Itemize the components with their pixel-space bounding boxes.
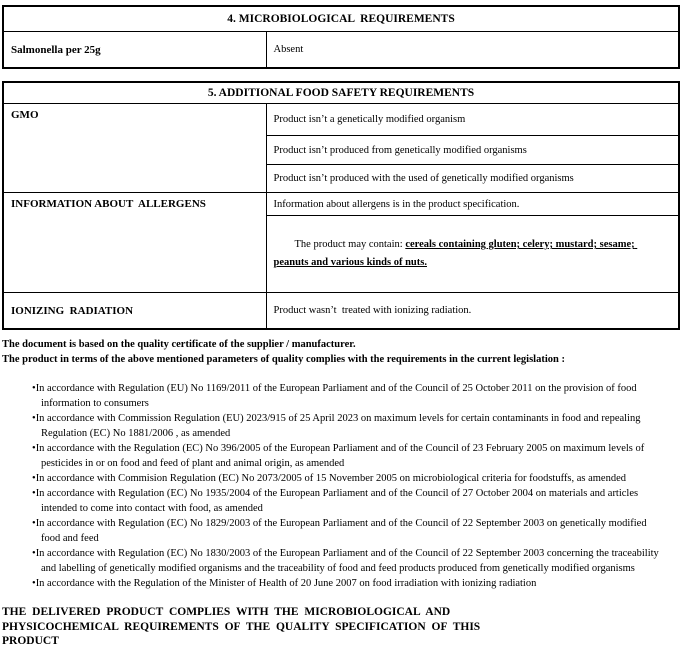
gmo-value-3: Product isn’t produced with the used of genetically modified organisms	[266, 165, 679, 193]
allergens-spec-value: Information about allergens is in the product specification.	[266, 193, 679, 216]
regulations-list	[2, 381, 680, 591]
ionizing-radiation-label: IONIZING RADIATION	[3, 293, 266, 330]
allergens-contain-prefix: The product may contain:	[294, 239, 406, 250]
microbiological-requirements-table	[2, 5, 680, 69]
regulation-bullet: • In accordance with the Regulation of the Minister of Health of 20 June 2007 on food irradiation with ionizing radiation	[41, 576, 662, 591]
ionizing-radiation-value: Product wasn’t treated with ionizing radiation.	[266, 293, 679, 330]
regulation-bullet: • In accordance with Regulation (EC) No 1830/2003 of the European Parliament and of the Council of 22 September 2003 concerning the traceability and labelling of genetically modified organisms and the traceability of food and feed products produced from genetically modified organisms	[41, 546, 662, 576]
note-line-1: The document is based on the quality certificate of the supplier / manufacturer.	[2, 339, 356, 350]
gmo-value-2: Product isn’t produced from genetically modified organisms	[266, 136, 679, 165]
salmonella-label: Salmonella per 25g	[3, 32, 266, 69]
food-safety-requirements-table	[2, 81, 680, 330]
compliance-statement: THE DELIVERED PRODUCT COMPLIES WITH THE MICROBIOLOGICAL AND PHYSICOCHEMICAL REQUIREMENTS OF THE QUALITY SPECIFICATION OF THIS PRODUCT	[2, 606, 481, 647]
note-line-2: The product in terms of the above mentioned parameters of quality complies with the requirements in the current legislation :	[2, 354, 565, 365]
regulation-bullet: • In accordance with the Regulation (EC) No 396/2005 of the European Parliament and of the Council of 23 February 2005 on maximum levels of pesticides in or on food and feed of plant and animal origin, as amended	[41, 441, 662, 471]
food-safety-requirements-title: 5. ADDITIONAL FOOD SAFETY REQUIREMENTS	[3, 82, 679, 104]
regulation-bullet: • In accordance with Regulation (EC) No 1935/2004 of the European Parliament and of the Council of 27 October 2004 on materials and articles intended to come into contact with food, as amended	[41, 486, 662, 516]
basis-notes	[2, 337, 680, 367]
microbiological-requirements-title: 4. MICROBIOLOGICAL REQUIREMENTS	[3, 6, 679, 32]
regulation-bullet: • In accordance with Commission Regulation (EU) 2023/915 of 25 April 2023 on maximum levels for certain contaminants in food and repealing Regulation (EC) No 1881/2006 , as amended	[41, 411, 662, 441]
allergens-label: INFORMATION ABOUT ALLERGENS	[3, 193, 266, 293]
allergens-contain-value	[266, 216, 679, 293]
regulation-bullet: • In accordance with Regulation (EU) No 1169/2011 of the European Parliament and of the Council of 25 October 2011 on the provision of food information to consumers	[41, 381, 662, 411]
allergens-contain-list: cereals containing gluten; celery; mustard; sesame; peanuts and various kinds of nuts.	[273, 239, 638, 268]
gmo-label: GMO	[3, 104, 266, 193]
regulation-bullet: • In accordance with Commision Regulation (EC) No 2073/2005 of 15 November 2005 on microbiological criteria for foodstuffs, as amended	[41, 471, 662, 486]
regulation-bullet: • In accordance with Regulation (EC) No 1829/2003 of the European Parliament and of the Council of 22 September 2003 on genetically modified food and feed	[41, 516, 662, 546]
gmo-value-1: Product isn’t a genetically modified organism	[266, 104, 679, 136]
salmonella-value: Absent	[266, 32, 679, 69]
